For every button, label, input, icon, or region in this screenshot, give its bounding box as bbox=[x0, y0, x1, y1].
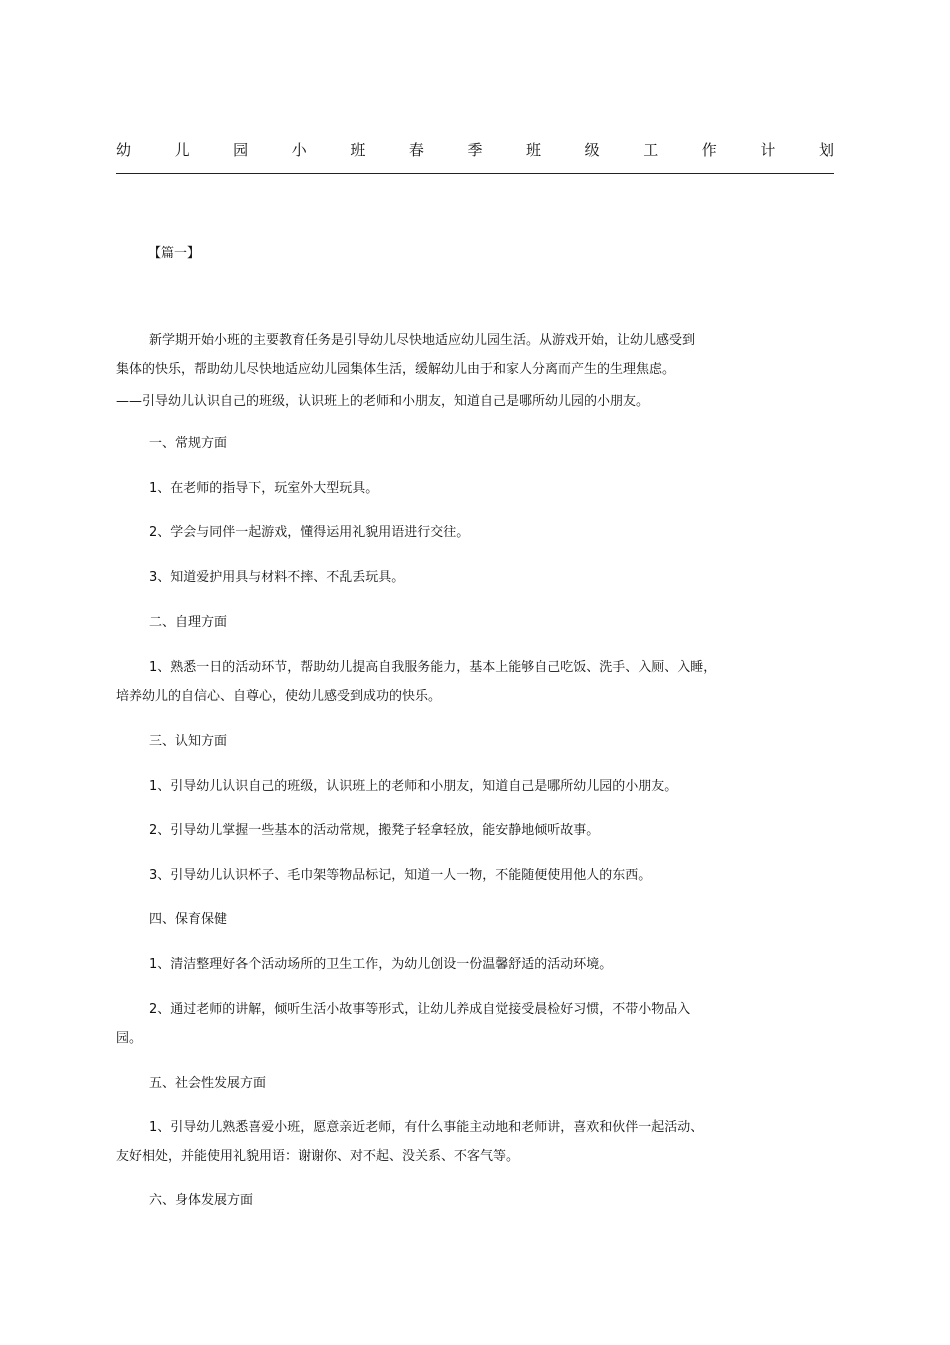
section-heading-physical: 六、身体发展方面 bbox=[149, 1193, 254, 1208]
intro-paragraph-line: 新学期开始小班的主要教育任务是引导幼儿尽快地适应幼儿园生活。从游戏开始，让幼儿感受到 bbox=[149, 333, 696, 348]
title-char: 小 bbox=[291, 141, 307, 159]
routine-item-1: 1、在老师的指导下，玩室外大型玩具。 bbox=[149, 481, 379, 496]
cognition-item-1: 1、引导幼儿认识自己的班级，认识班上的老师和小朋友，知道自己是哪所幼儿园的小朋友。 bbox=[149, 779, 678, 794]
title-char: 儿 bbox=[174, 141, 190, 159]
section-heading-social: 五、社会性发展方面 bbox=[149, 1076, 267, 1091]
social-item-1: 1、引导幼儿熟悉喜爱小班，愿意亲近老师，有什么事能主动地和老师讲，喜欢和伙伴一起活动、 bbox=[149, 1120, 704, 1135]
health-item-1: 1、清洁整理好各个活动场所的卫生工作，为幼儿创设一份温馨舒适的活动环境。 bbox=[149, 957, 613, 972]
title-char: 班 bbox=[526, 141, 542, 159]
routine-item-3: 3、知道爱护用具与材料不摔、不乱丢玩具。 bbox=[149, 570, 405, 585]
intro-paragraph-line: ——引导幼儿认识自己的班级，认识班上的老师和小朋友，知道自己是哪所幼儿园的小朋友。 bbox=[116, 394, 650, 409]
cognition-item-2: 2、引导幼儿掌握一些基本的活动常规，搬凳子轻拿轻放，能安静地倾听故事。 bbox=[149, 823, 600, 838]
routine-item-2: 2、学会与同伴一起游戏，懂得运用礼貌用语进行交往。 bbox=[149, 525, 470, 540]
section-heading-selfcare: 二、自理方面 bbox=[149, 615, 228, 630]
cognition-item-3: 3、引导幼儿认识杯子、毛巾架等物品标记，知道一人一物，不能随便使用他人的东西。 bbox=[149, 868, 652, 883]
title-char: 计 bbox=[760, 141, 776, 159]
title-char: 班 bbox=[350, 141, 366, 159]
title-char: 级 bbox=[584, 141, 600, 159]
health-item-2-continued: 园。 bbox=[116, 1031, 143, 1046]
title-char: 作 bbox=[701, 141, 717, 159]
intro-paragraph-line: 集体的快乐，帮助幼儿尽快地适应幼儿园集体生活，缓解幼儿由于和家人分离而产生的生理焦虑。 bbox=[116, 362, 676, 377]
title-char: 园 bbox=[233, 141, 249, 159]
document-title bbox=[116, 140, 834, 160]
title-char: 季 bbox=[467, 141, 483, 159]
section-heading-cognition: 三、认知方面 bbox=[149, 734, 228, 749]
section-label: 【篇一】 bbox=[148, 246, 201, 261]
title-char: 春 bbox=[408, 141, 424, 159]
social-item-1-continued: 友好相处，并能使用礼貌用语：谢谢你、对不起、没关系、不客气等。 bbox=[116, 1149, 520, 1164]
title-char: 工 bbox=[643, 141, 659, 159]
section-heading-health: 四、保育保健 bbox=[149, 912, 228, 927]
health-item-2: 2、通过老师的讲解，倾听生活小故事等形式，让幼儿养成自觉接受晨检好习惯，不带小物品入 bbox=[149, 1002, 691, 1017]
title-char: 划 bbox=[818, 141, 834, 159]
selfcare-item-1: 1、熟悉一日的活动环节，帮助幼儿提高自我服务能力，基本上能够自己吃饭、洗手、入厕、入睡， bbox=[149, 660, 717, 675]
selfcare-item-1-continued: 培养幼儿的自信心、自尊心，使幼儿感受到成功的快乐。 bbox=[116, 689, 442, 704]
title-char: 幼 bbox=[116, 141, 132, 159]
section-heading-routine: 一、常规方面 bbox=[149, 436, 228, 451]
title-underline bbox=[116, 173, 834, 174]
